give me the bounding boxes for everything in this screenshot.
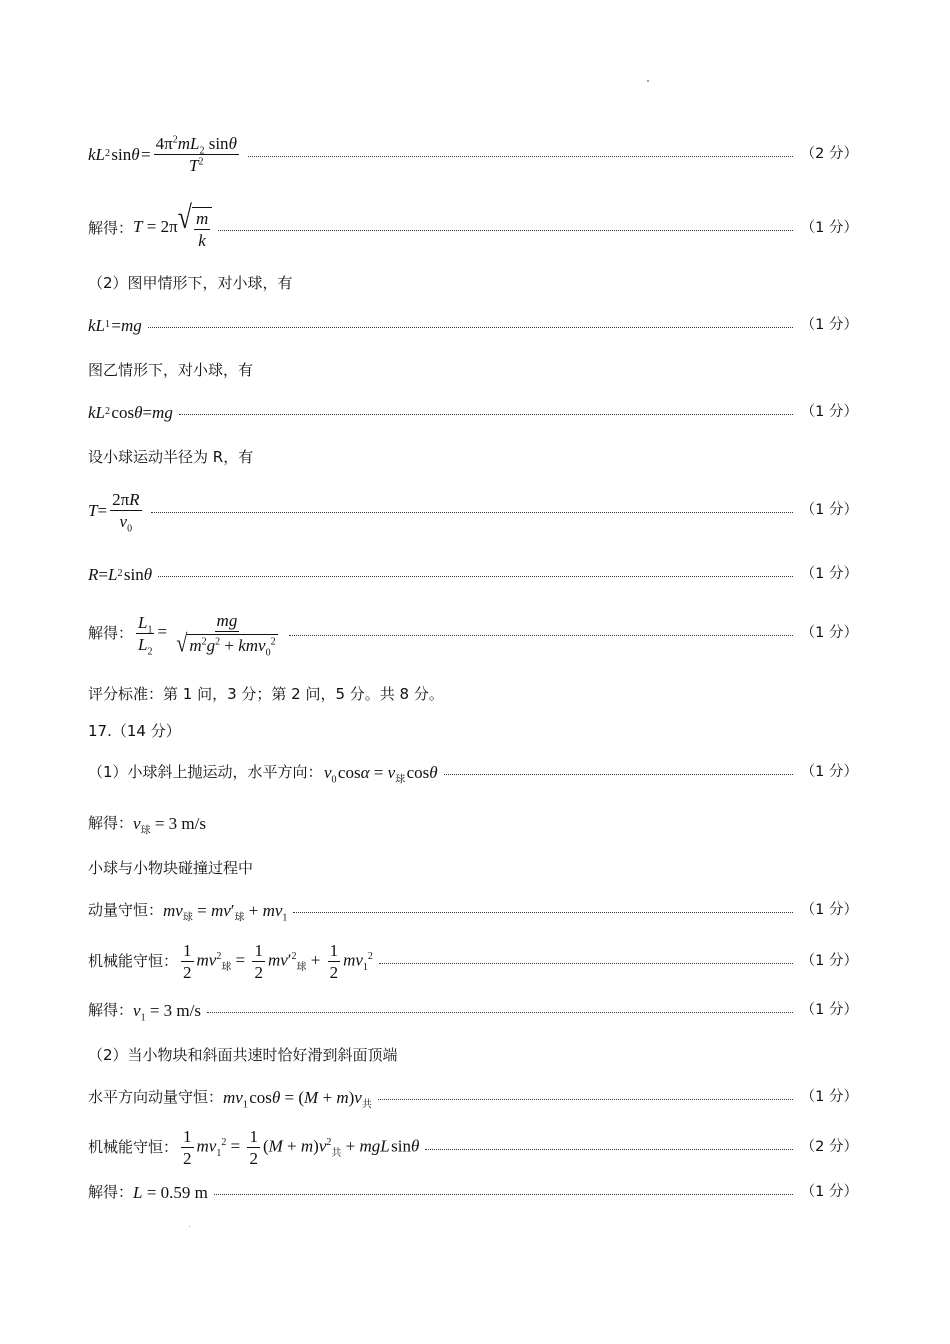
leader-dots (218, 230, 792, 231)
score-label: （1 分） (800, 1001, 858, 1018)
scan-speck (647, 80, 649, 82)
score-label: （1 分） (800, 403, 858, 420)
formula-energy: $\frac{1}{2}$ $mv^2_球$ = $\frac{1}{2}$ $mv'^2_球$ + $\frac{1}{2}$ $mv_1^2$ (183, 940, 373, 982)
formula-horizontal: $v_0$ $\cos\alpha = v_球$ cosθ (323, 762, 438, 785)
formula-v1: $v_1 = 3$ m/s (133, 1000, 201, 1023)
leader-dots (158, 576, 793, 577)
score-label: （1 分） (800, 501, 858, 518)
formula-kL1: kL 1 = mg (88, 315, 142, 335)
equation-line-14 (88, 812, 858, 834)
scan-speck (189, 1226, 190, 1227)
grading-standard: 评分标准：第 1 问，3 分；第 2 问，5 分。共 8 分。 (88, 684, 444, 703)
equation-line-8 (88, 487, 858, 533)
text-line-11 (88, 684, 858, 704)
text-line-3 (88, 273, 858, 293)
text-line-5 (88, 360, 858, 380)
equation-line-4 (88, 314, 858, 336)
formula-vball: $v_球 = 3$ m/s (133, 813, 206, 836)
score-label: （1 分） (800, 219, 858, 236)
score-label: （1 分） (800, 952, 858, 969)
formula-mechanical-energy: $\frac{1}{2}$ $mv_1^2$ = $\frac{1}{2}$ $(M + m)v^2_共$ + mgL sinθ (183, 1126, 420, 1168)
equation-line-9 (88, 563, 858, 585)
formula-period: T = 2π √ $\frac{m}{k}$ (133, 207, 212, 249)
leader-dots (444, 774, 793, 775)
solution-prefix: 机械能守恒： (88, 1137, 179, 1156)
solution-prefix: 机械能守恒： (88, 951, 179, 970)
leader-dots (289, 635, 793, 636)
solution-prefix: 解得： (88, 1000, 134, 1019)
solution-prefix: 解得： (88, 623, 134, 642)
score-label: （1 分） (800, 1088, 858, 1105)
solution-prefix: 动量守恒： (88, 900, 164, 919)
equation-line-18 (88, 999, 858, 1021)
paragraph-text: 图乙情形下，对小球，有 (88, 360, 254, 379)
score-label: （1 分） (800, 763, 858, 780)
text-line-15 (88, 858, 858, 878)
solution-prefix: 解得： (88, 813, 134, 832)
formula-T-2piR: T = $\frac{2\pi R}{v_0}$ (88, 489, 140, 534)
equation-line-13 (88, 761, 858, 783)
solution-prefix: 水平方向动量守恒： (88, 1087, 224, 1106)
score-label: （1 分） (800, 1183, 858, 1200)
equation-line-21 (88, 1124, 858, 1170)
equation-line-17 (88, 938, 858, 984)
leader-dots (214, 1194, 793, 1195)
formula-centripetal: kL 2 sin θ = $\frac{4\pi^2mL_2 \sin\theta}{T^2}$ (88, 133, 237, 175)
equation-line-22 (88, 1181, 858, 1203)
equation-line-6 (88, 401, 858, 423)
solution-prefix: 解得： (88, 218, 134, 237)
leader-dots (248, 156, 793, 157)
leader-dots (378, 1099, 793, 1100)
score-label: （1 分） (800, 316, 858, 333)
leader-dots (293, 912, 792, 913)
paragraph-text: 小球与小物块碰撞过程中 (88, 858, 254, 877)
question-heading: 17.（14 分） (88, 721, 181, 740)
text-line-7 (88, 447, 858, 467)
score-label: （2 分） (800, 145, 858, 162)
equation-line-16 (88, 899, 858, 921)
formula-L1-over-L2: $\frac{L_1}{L_2}$ = mg √ $m^2g^2 + kmv_0^2$ (138, 610, 276, 659)
formula-kL2cos: kL 2 cos θ = mg (88, 402, 173, 422)
formula-horizontal-momentum: $mv_1$ $\cos\theta = (M + m)v_共$ (223, 1087, 372, 1110)
leader-dots (151, 512, 793, 513)
solution-prefix: 解得： (88, 1182, 134, 1201)
score-label: （2 分） (800, 1138, 858, 1155)
leader-dots (379, 963, 793, 964)
leader-dots (148, 327, 793, 328)
equation-line-20 (88, 1085, 858, 1109)
formula-L: L = 0.59 m (133, 1182, 208, 1202)
text-line-19 (88, 1045, 858, 1065)
text-line-12 (88, 721, 858, 741)
score-label: （1 分） (800, 901, 858, 918)
paragraph-text: 设小球运动半径为 R，有 (88, 447, 254, 466)
paragraph-text: （2）当小物块和斜面共速时恰好滑到斜面顶端 (88, 1045, 398, 1064)
equation-line-1 (88, 132, 858, 176)
score-label: （1 分） (800, 624, 858, 641)
formula-R: R = L 2 sin θ (88, 564, 153, 584)
leader-dots (425, 1149, 792, 1150)
solution-prefix: （1）小球斜上抛运动，水平方向： (88, 762, 323, 781)
paragraph-text: （2）图甲情形下，对小球，有 (88, 273, 293, 292)
leader-dots (207, 1012, 793, 1013)
leader-dots (179, 414, 793, 415)
score-label: （1 分） (800, 565, 858, 582)
equation-line-2 (88, 199, 858, 251)
formula-momentum: $mv_球 = mv'_球 + mv_1$ (163, 900, 288, 923)
equation-line-10 (88, 607, 858, 659)
